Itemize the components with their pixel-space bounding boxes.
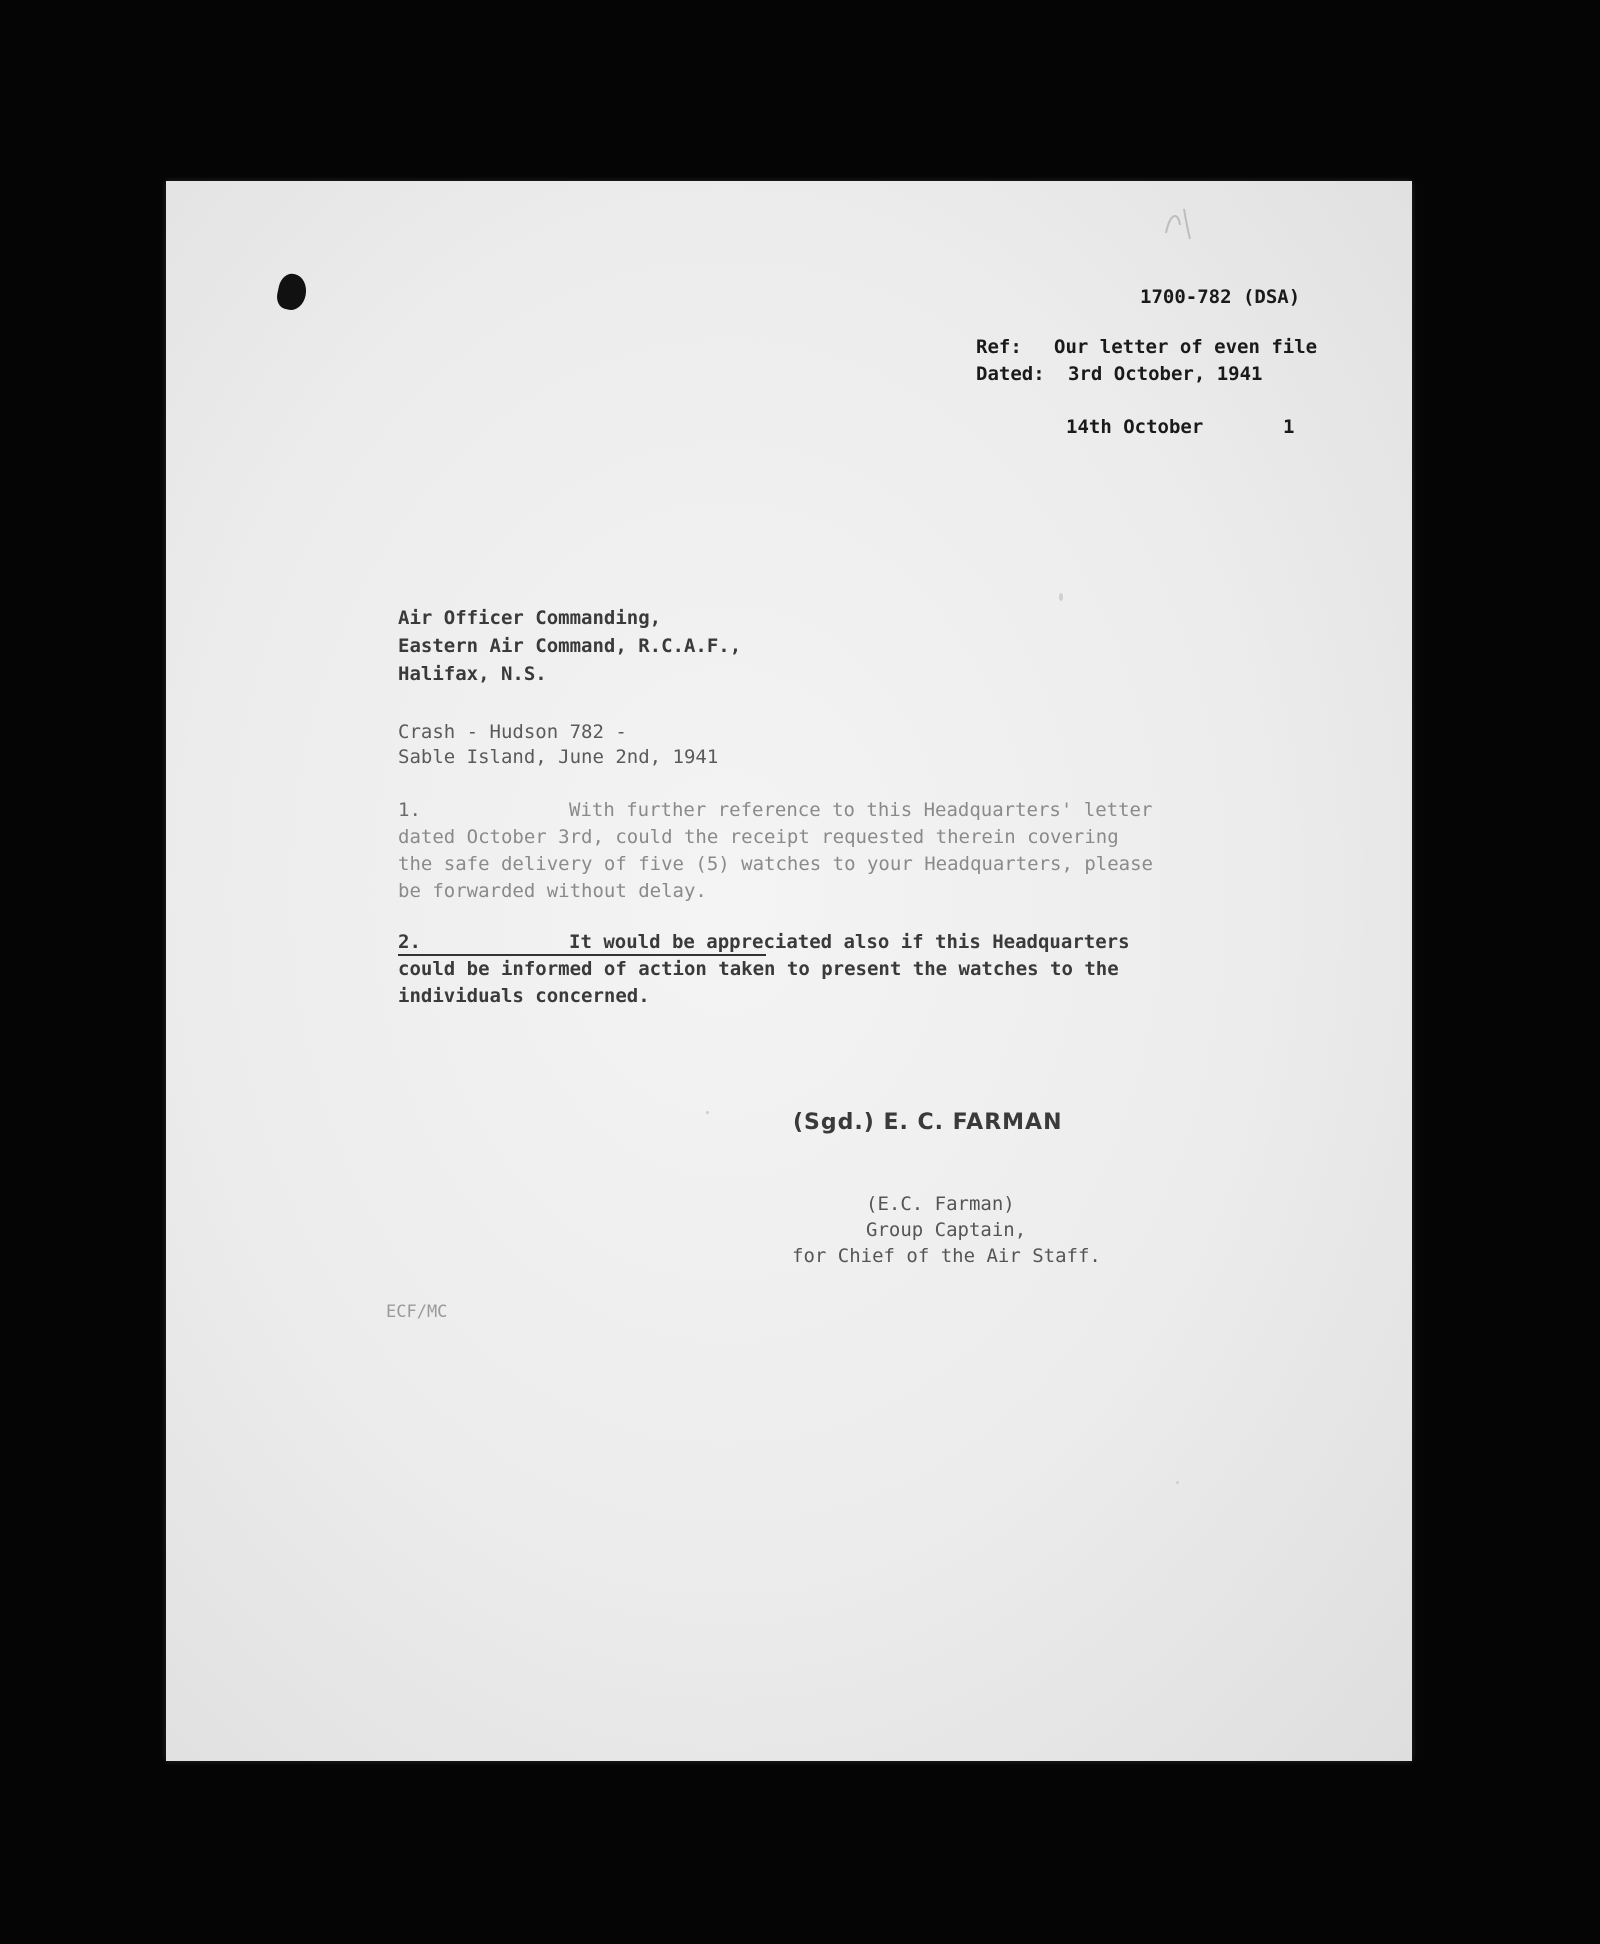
pencil-mark-icon [1160, 203, 1200, 243]
para1-line-1: With further reference to this Headquarters' letter [569, 799, 1153, 821]
dated-text: 3rd October, 1941 [1068, 363, 1263, 385]
para1-line-4: be forwarded without delay. [398, 880, 707, 902]
ref-label: Ref: [976, 336, 1022, 358]
signature-name: (E.C. Farman) [866, 1193, 1015, 1215]
typist-initials: ECF/MC [386, 1302, 448, 1322]
signature-for: for Chief of the Air Staff. [792, 1245, 1101, 1267]
letter-page [166, 181, 1412, 1761]
subject-line-2: Sable Island, June 2nd, 1941 [398, 746, 719, 768]
para1-line-3: the safe delivery of five (5) watches to your Headquarters, please [398, 853, 1153, 875]
addressee-line-2: Eastern Air Command, R.C.A.F., [398, 635, 742, 657]
subject-line-1: Crash - Hudson 782 - [398, 721, 627, 743]
signature-title: Group Captain, [866, 1219, 1027, 1241]
ink-blot [275, 271, 310, 312]
para2-number: 2. [398, 931, 421, 953]
letter-date-year: 1 [1283, 416, 1295, 438]
para1-number: 1. [398, 799, 421, 821]
letter-date: 14th October [1066, 416, 1204, 438]
para2-line-1: It would be appreciated also if this Headquarters [569, 931, 1130, 953]
para1-line-2: dated October 3rd, could the receipt requested therein covering [398, 826, 1119, 848]
signature-stamp: (Sgd.) E. C. FARMAN [793, 1110, 1063, 1135]
para2-line-2: could be informed of action taken to present the watches to the [398, 958, 1119, 980]
dated-label: Dated: [976, 363, 1045, 385]
para2-line-3: individuals concerned. [398, 985, 650, 1007]
file-reference: 1700-782 (DSA) [1140, 286, 1301, 308]
addressee-line-1: Air Officer Commanding, [398, 607, 662, 629]
ref-text: Our letter of even file [1054, 336, 1318, 358]
addressee-line-3: Halifax, N.S. [398, 663, 547, 685]
